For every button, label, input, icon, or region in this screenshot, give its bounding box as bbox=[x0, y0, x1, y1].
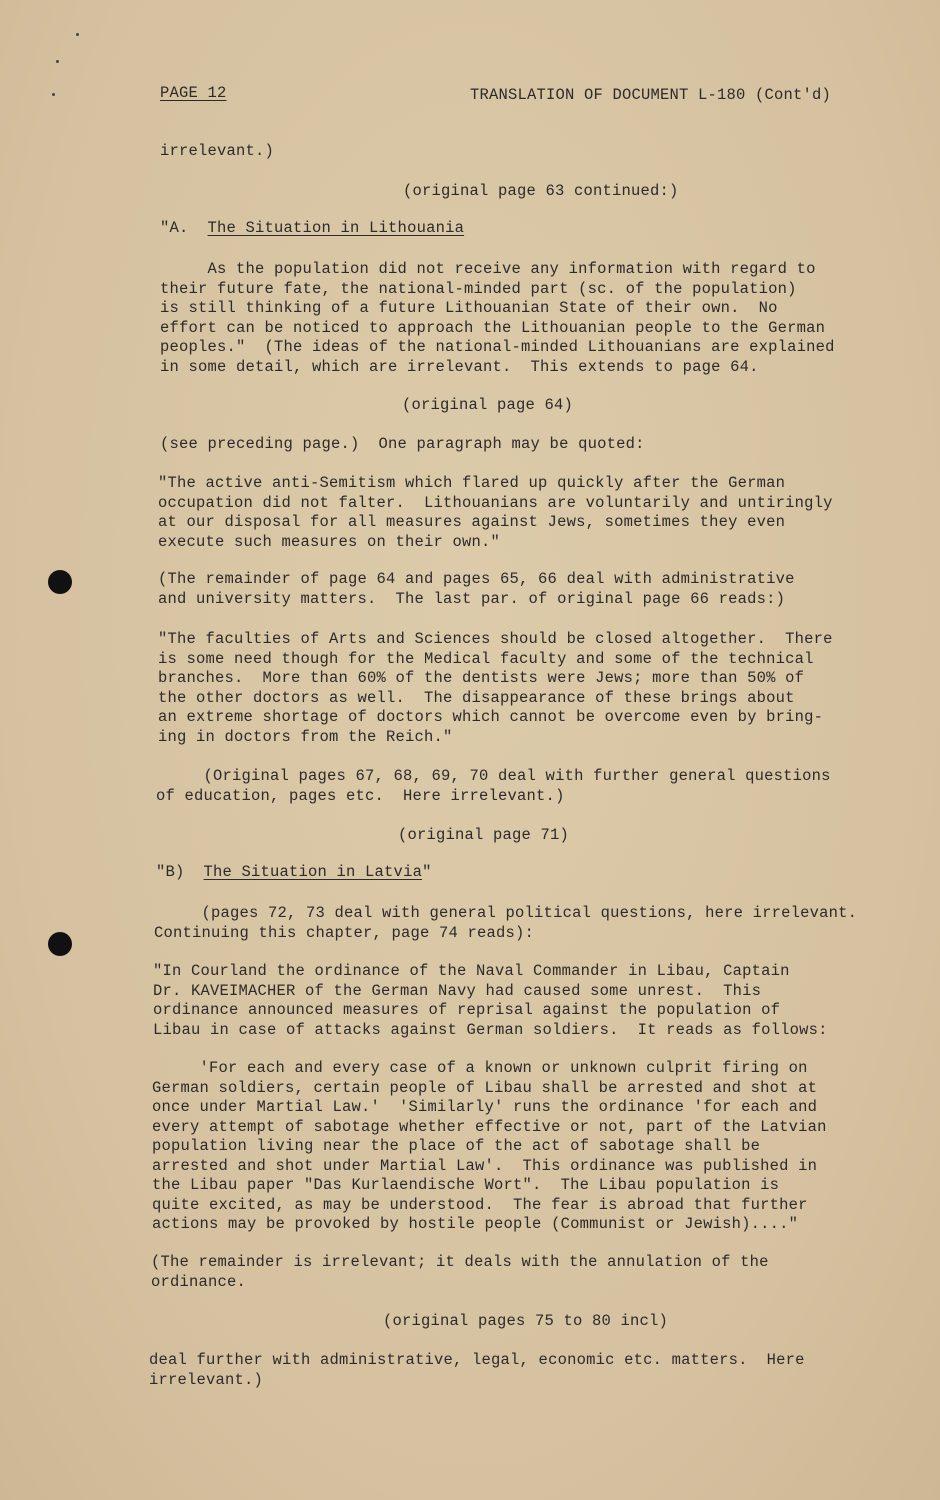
paper-speck bbox=[56, 60, 59, 63]
quote-anti-semitism: "The active anti-Semitism which flared up quickly after the German occupation did not falter. Lithouanians are voluntarily and untiringly at our disposal for all measures against Jews, sometimes they even execute such measures on their own." bbox=[158, 474, 833, 551]
section-b-heading bbox=[156, 863, 432, 883]
paragraph-deal-further: deal further with administrative, legal, economic etc. matters. Here irrelevant.) bbox=[149, 1351, 805, 1389]
original-page-64-note: (original page 64) bbox=[402, 396, 574, 414]
punch-hole-upper bbox=[48, 570, 72, 594]
quote-faculties: "The faculties of Arts and Sciences should be closed altogether. There is some need though for the Medical faculty and some of the technical branches. More than 60% of the dentists were Jews; more than 50% of the other doctors as well. The disappearance of these brings about an extreme shortage of doctors which cannot be overcome even by bring- ing in doctors from the Reich." bbox=[158, 630, 833, 746]
paragraph-remainder-irrelevant: (The remainder is irrelevant; it deals with the annulation of the ordinance. bbox=[151, 1253, 769, 1291]
section-b-title: The Situation in Latvia bbox=[203, 863, 423, 881]
section-a-heading bbox=[160, 219, 464, 239]
page-number: PAGE 12 bbox=[160, 84, 227, 102]
paper-speck bbox=[52, 93, 55, 96]
punch-hole-lower bbox=[48, 932, 72, 956]
section-a-prefix: "A. bbox=[160, 219, 189, 237]
paper-speck bbox=[76, 33, 79, 36]
paragraph-see-preceding: (see preceding page.) One paragraph may be quoted: bbox=[160, 435, 645, 453]
paragraph-lithouania-future: As the population did not receive any information with regard to their future fate, the national-minded part (sc. of the population) is still thinking of a future Lithouanian State of their own. No effort can be noticed to approach the Lithouanian people to the German peoples." (The ideas of the national-minded Lithouanians are explained in some detail, which are irrelevant. This extends to page 64. bbox=[160, 260, 835, 376]
paragraph-pages-72-73: (pages 72, 73 deal with general political questions, here irrelevant. Continuing this chapter, page 74 reads): bbox=[154, 904, 858, 942]
section-b-prefix: "B) bbox=[156, 863, 185, 881]
section-a-title: The Situation in Lithouania bbox=[207, 219, 465, 237]
original-pages-75-80-note: (original pages 75 to 80 incl) bbox=[383, 1312, 669, 1330]
paragraph-irrelevant: irrelevant.) bbox=[160, 142, 275, 160]
document-title: TRANSLATION OF DOCUMENT L-180 (Cont'd) bbox=[470, 86, 832, 104]
original-page-63-note: (original page 63 continued:) bbox=[403, 182, 679, 200]
quote-courland-ordinance: "In Courland the ordinance of the Naval Commander in Libau, Captain Dr. KAVEIMACHER of the German Navy had caused some unrest. This ordinance announced measures of reprisal against the population of Libau in case of attacks against German soldiers. It reads as follows: bbox=[153, 962, 828, 1039]
original-page-71-note: (original page 71) bbox=[398, 826, 570, 844]
quote-ordinance-text: 'For each and every case of a known or unknown culprit firing on German soldiers, certain people of Libau shall be arrested and shot at once under Martial Law.' 'Similarly' runs the ordinance 'for each and every attempt of sabotage whether effective or not, part of the Latvian population living near the place of the act of sabotage shall be arrested and shot under Martial Law'. This ordinance was published in the Libau paper "Das Kurlaendische Wort". The Libau population is quite excited, as may be understood. The fear is abroad that further actions may be provoked by hostile people (Communist or Jewish)...." bbox=[152, 1059, 827, 1233]
paragraph-remainder-page-64: (The remainder of page 64 and pages 65, 66 deal with administrative and university matters. The last par. of original page 66 reads:) bbox=[158, 570, 795, 608]
paragraph-original-pages-67-70: (Original pages 67, 68, 69, 70 deal with further general questions of education, pages etc. Here irrelevant.) bbox=[156, 767, 831, 805]
section-b-suffix: " bbox=[422, 863, 432, 881]
